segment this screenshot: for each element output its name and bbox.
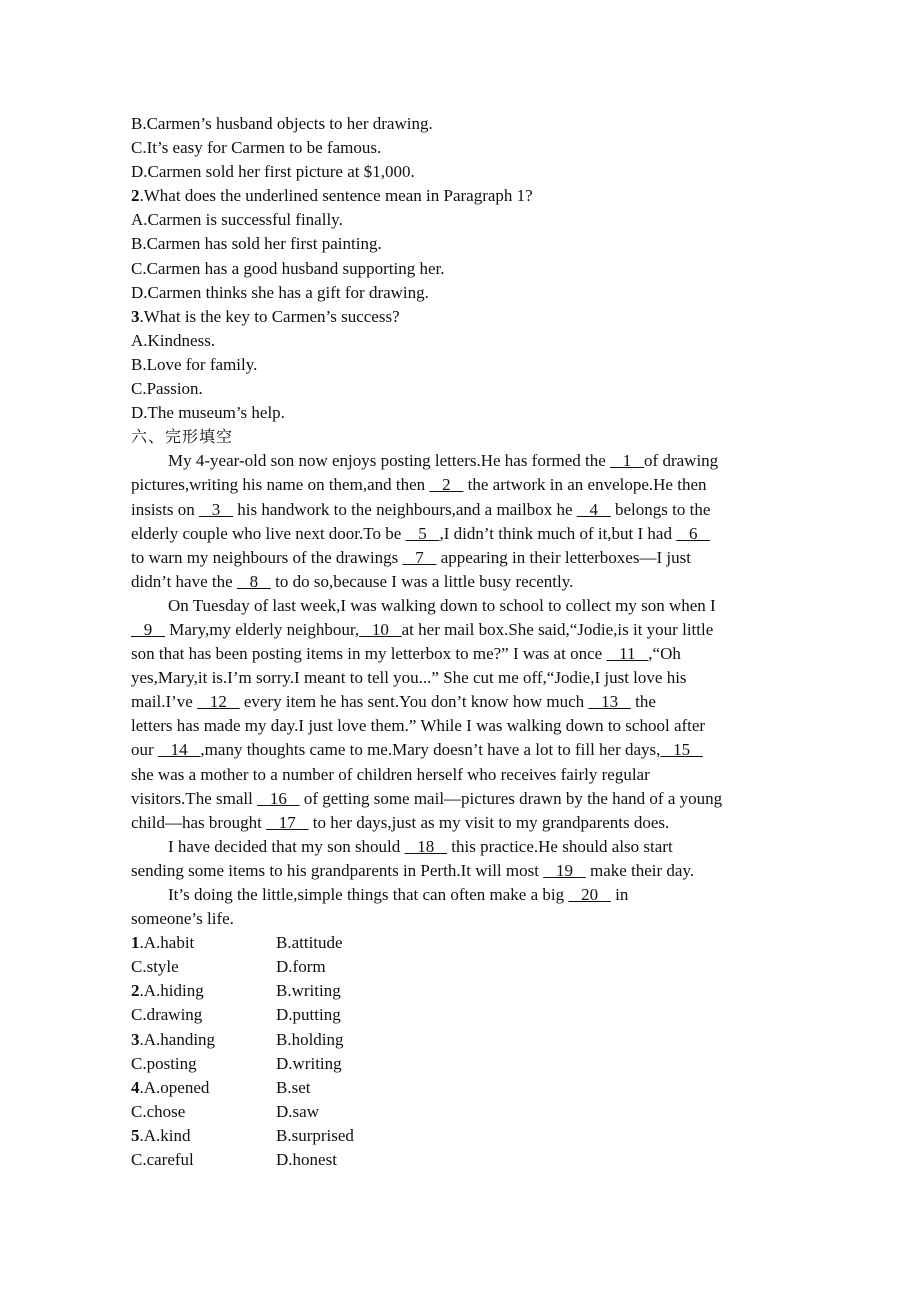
- choice-row: [131, 1028, 791, 1052]
- choice-b: B.writing: [276, 981, 341, 1001]
- option-line: B.Carmen has sold her first painting.: [131, 234, 382, 254]
- cloze-passage: [131, 449, 791, 931]
- passage-text: she was a mother to a number of children herself who receives fairly regular: [131, 764, 650, 784]
- question-number: 2: [131, 186, 140, 206]
- passage-text: at her mail box.She said,“Jodie,is it your little: [401, 619, 714, 639]
- passage-text: On Tuesday of last week,I was walking down to school to collect my son when I: [168, 595, 716, 615]
- choice-number: 4: [131, 1077, 140, 1097]
- passage-text: to warn my neighbours of the drawings: [131, 547, 403, 567]
- question-text: .What is the key to Carmen’s success?: [139, 306, 400, 326]
- cloze-blank-16: 16: [257, 788, 300, 808]
- passage-text: mail.I’ve: [131, 692, 198, 712]
- question-3-stem: [131, 305, 791, 329]
- option-line: C.Carmen has a good husband supporting her.: [131, 258, 445, 278]
- passage-line: [131, 763, 791, 787]
- choice-number: 3: [131, 1029, 140, 1049]
- choice-a: .A.habit: [139, 933, 195, 953]
- passage-text: didn’t have the: [131, 571, 237, 591]
- passage-line: [131, 738, 791, 762]
- passage-text: to her days,just as my visit to my grandparents does.: [308, 812, 670, 832]
- cloze-blank-12: 12: [197, 692, 240, 712]
- passage-line: [131, 907, 791, 931]
- question-2-stem: [131, 184, 791, 208]
- cloze-blank-19: 19: [543, 860, 586, 880]
- passage-text: belongs to the: [610, 499, 711, 519]
- cloze-blank-3: 3: [199, 499, 234, 519]
- passage-line: [131, 859, 791, 883]
- passage-text: make their day.: [585, 860, 695, 880]
- cloze-blank-18: 18: [404, 836, 448, 856]
- passage-text: in: [610, 885, 629, 904]
- passage-text: I have decided that my son should: [168, 836, 405, 856]
- choice-d: D.form: [276, 957, 326, 977]
- cloze-blank-8: 8: [236, 571, 271, 591]
- choice-row: [131, 1124, 791, 1148]
- cloze-blank-9: 9: [131, 619, 165, 639]
- passage-text: the artwork in an envelope.He then: [463, 475, 707, 495]
- choice-number: 1: [131, 933, 140, 953]
- passage-text: ,I didn’t think much of it,but I had: [439, 523, 677, 543]
- choice-b: B.attitude: [276, 933, 343, 953]
- passage-line: [131, 642, 791, 666]
- cloze-blank-13: 13: [588, 692, 631, 712]
- option-line: D.Carmen sold her first picture at $1,000.: [131, 162, 415, 182]
- question-text: .What does the underlined sentence mean in Paragraph 1?: [139, 186, 533, 206]
- cloze-blank-20: 20: [568, 885, 611, 904]
- cloze-blank-6: 6: [676, 523, 711, 543]
- choice-a: .A.handing: [139, 1029, 216, 1049]
- passage-line: [131, 498, 791, 522]
- passage-text: yes,Mary,it is.I’m sorry.I meant to tell you...” She cut me off,“Jodie,I just love his: [131, 668, 687, 688]
- section-title: 六、完形填空: [131, 427, 234, 447]
- choice-d: D.putting: [276, 1005, 341, 1025]
- passage-line: [131, 618, 791, 642]
- choice-row: [131, 1052, 791, 1076]
- passage-line: [131, 883, 791, 907]
- choice-a: .A.opened: [139, 1077, 210, 1097]
- passage-line: [131, 594, 791, 618]
- passage-line: [131, 811, 791, 835]
- cloze-blank-11: 11: [606, 644, 649, 664]
- document-content: [131, 112, 791, 1172]
- cloze-blank-2: 2: [429, 475, 464, 495]
- option-line: B.Love for family.: [131, 354, 258, 374]
- choice-row: [131, 931, 791, 955]
- passage-text: the: [630, 692, 656, 712]
- choice-a: .A.hiding: [139, 981, 204, 1001]
- passage-text: child—has brought: [131, 812, 267, 832]
- option-line: C.It’s easy for Carmen to be famous.: [131, 138, 382, 158]
- choice-number: 2: [131, 981, 140, 1001]
- question-number: 3: [131, 306, 140, 326]
- choice-c: C.style: [131, 957, 179, 977]
- passage-text: of getting some mail—pictures drawn by the hand of a young: [299, 788, 723, 808]
- choice-row: [131, 979, 791, 1003]
- passage-line: [131, 473, 791, 497]
- choice-d: D.writing: [276, 1053, 342, 1073]
- passage-text: letters has made my day.I just love them.” While I was walking down to school after: [131, 716, 706, 736]
- passage-line: [131, 546, 791, 570]
- passage-line: [131, 449, 791, 473]
- passage-line: [131, 666, 791, 690]
- cloze-blank-7: 7: [402, 547, 437, 567]
- passage-line: [131, 787, 791, 811]
- passage-text: appearing in their letterboxes—I just: [436, 547, 691, 567]
- passage-line: [131, 570, 791, 594]
- choice-c: C.careful: [131, 1150, 194, 1170]
- cloze-blank-15: 15: [660, 740, 703, 760]
- choice-number: 5: [131, 1125, 140, 1145]
- choice-row: [131, 1100, 791, 1124]
- choice-b: B.surprised: [276, 1125, 354, 1145]
- passage-text: elderly couple who live next door.To be: [131, 523, 406, 543]
- passage-line: [131, 690, 791, 714]
- cloze-choices: [131, 931, 791, 1172]
- choice-row: [131, 1148, 791, 1172]
- option-line: D.The museum’s help.: [131, 403, 285, 423]
- option-line: D.Carmen thinks she has a gift for drawing.: [131, 282, 429, 302]
- passage-text: insists on: [131, 499, 200, 519]
- choice-row: [131, 955, 791, 979]
- choice-c: C.drawing: [131, 1005, 203, 1025]
- passage-text: sending some items to his grandparents in Perth.It will most: [131, 860, 544, 880]
- option-line: B.Carmen’s husband objects to her drawing.: [131, 114, 433, 133]
- cloze-blank-4: 4: [576, 499, 611, 519]
- passage-line: [131, 835, 791, 859]
- choice-d: D.honest: [276, 1150, 337, 1170]
- passage-text: ,many thoughts came to me.Mary doesn’t have a lot to fill her days,: [200, 740, 661, 760]
- choice-c: C.chose: [131, 1101, 186, 1121]
- cloze-blank-1: 1: [610, 451, 645, 471]
- cloze-blank-10: 10: [359, 619, 402, 639]
- passage-text: My 4-year-old son now enjoys posting letters.He has formed the: [168, 451, 611, 471]
- passage-text: of drawing: [644, 451, 719, 471]
- choice-b: B.holding: [276, 1029, 344, 1049]
- passage-text: this practice.He should also start: [447, 836, 673, 856]
- option-line: C.Passion.: [131, 379, 203, 399]
- passage-text: someone’s life.: [131, 909, 234, 929]
- choice-b: B.set: [276, 1077, 311, 1097]
- cloze-blank-17: 17: [266, 812, 309, 832]
- passage-text: pictures,writing his name on them,and then: [131, 475, 430, 495]
- choice-row: [131, 1076, 791, 1100]
- passage-text: his handwork to the neighbours,and a mailbox he: [233, 499, 577, 519]
- passage-text: son that has been posting items in my letterbox to me?” I was at once: [131, 644, 607, 664]
- choice-c: C.posting: [131, 1053, 197, 1073]
- passage-text: ,“Oh: [648, 644, 681, 664]
- choice-a: .A.kind: [139, 1125, 191, 1145]
- cloze-blank-14: 14: [157, 740, 201, 760]
- passage-text: It’s doing the little,simple things that can often make a big: [168, 885, 569, 904]
- option-line: A.Kindness.: [131, 330, 216, 350]
- choice-row: [131, 1003, 791, 1027]
- passage-line: [131, 714, 791, 738]
- passage-text: every item he has sent.You don’t know how much: [239, 692, 589, 712]
- option-line: A.Carmen is successful finally.: [131, 210, 343, 230]
- cloze-blank-5: 5: [405, 523, 440, 543]
- passage-line: [131, 522, 791, 546]
- passage-text: Mary,my elderly neighbour,: [165, 619, 360, 639]
- passage-text: visitors.The small: [131, 788, 258, 808]
- passage-text: to do so,because I was a little busy recently.: [270, 571, 574, 591]
- choice-d: D.saw: [276, 1101, 319, 1121]
- passage-text: our: [131, 740, 158, 760]
